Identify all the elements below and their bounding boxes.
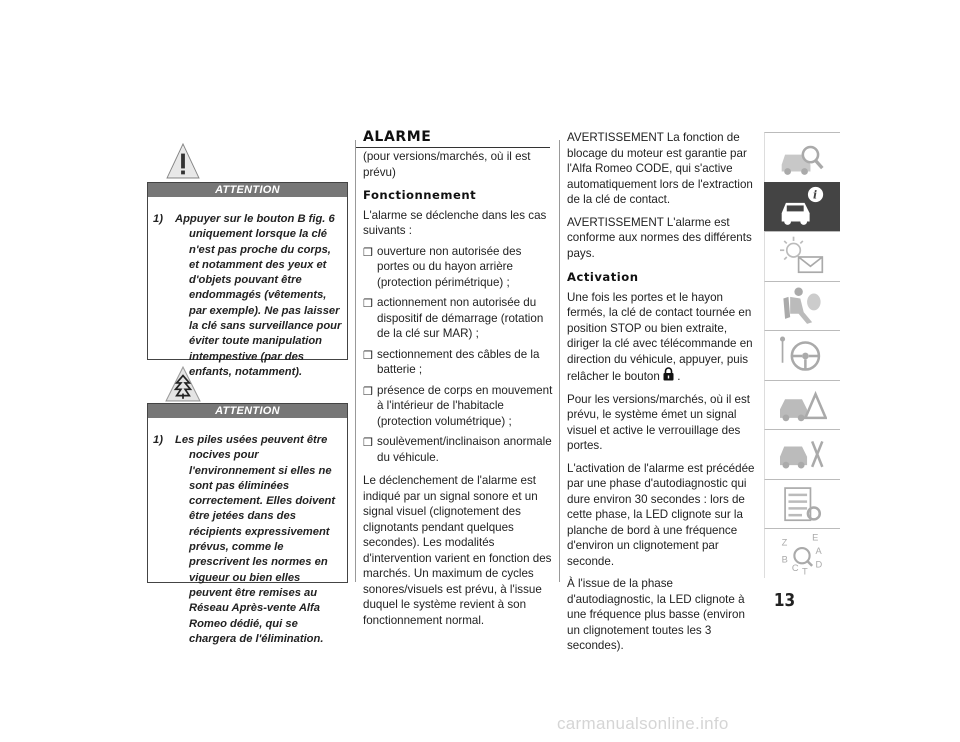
section-heading-activation: Activation bbox=[567, 270, 639, 284]
body-paragraph: Le déclenchement de l'alarme est indiqué par un signal sonore et un signal visuel (clignotement des clignotants pendant quelques secondes). Les modalités d'intervention varient en fonction des marchés. Un maximum de cycles sonores/visuels est prévu, à l'issue duquel le système revient à son fonctionnement normal. bbox=[363, 474, 552, 627]
tab-car-info[interactable] bbox=[764, 182, 840, 232]
svg-text:i: i bbox=[813, 188, 818, 202]
car-breakdown-triangle-icon bbox=[777, 384, 827, 428]
tab-maintenance[interactable] bbox=[764, 429, 840, 479]
steering-wheel-icon bbox=[777, 334, 827, 378]
tab-emergency[interactable] bbox=[764, 380, 840, 430]
watermark: carmanualsonline.info bbox=[557, 714, 729, 733]
page-title: ALARME bbox=[363, 129, 432, 145]
warning-number: 1) bbox=[153, 213, 163, 225]
car-magnifier-icon bbox=[777, 136, 827, 180]
warning-triangle-icon bbox=[165, 143, 201, 179]
index-letter: B bbox=[781, 554, 788, 565]
body-paragraph: Une fois les portes et le hayon fermés, la clé de contact tournée en position STOP ou bien extraite, diriger la clé avec télécommande en direction du véhicule, appuyer, puis relâcher le bouton . bbox=[567, 290, 753, 383]
warning-note-2: AVERTISSEMENT L'alarme est conforme aux normes des différents pays. bbox=[567, 215, 752, 260]
subtitle: (pour versions/marchés, où il est prévu) bbox=[363, 150, 531, 179]
index-letter: E bbox=[812, 532, 819, 543]
body-paragraph: Pour les versions/marchés, où il est prévu, le système émet un signal visuel et active le verrouillage des portes. bbox=[567, 392, 750, 452]
tab-warning-lights[interactable] bbox=[764, 231, 840, 281]
intro-text: L'alarme se déclenche dans les cas suivants : bbox=[363, 208, 547, 237]
middle-column bbox=[363, 149, 555, 628]
padlock-icon bbox=[663, 367, 674, 381]
seat-airbag-icon bbox=[777, 285, 827, 329]
page-number: 13 bbox=[773, 590, 796, 611]
list-item: ❒ ouverture non autorisée des portes ou du hayon arrière (protection périmétrique) ; bbox=[363, 244, 522, 289]
index-letters-icon bbox=[777, 532, 827, 576]
list-item: ❒ sectionnement des câbles de la batterie ; bbox=[363, 347, 540, 376]
warning-body: Appuyer sur le bouton B fig. 6 uniquement lorsque la clé n'est pas proche du corps, et notamment des yeux et d'objets pouvant être endommagés (vêtements, par exemple). Ne pas laisser la clé sans surveillance pour éviter toute manipulation intempestive (par des enfants, notamment). bbox=[175, 213, 342, 378]
index-letter: A bbox=[815, 546, 822, 556]
list-item: ❒ actionnement non autorisée du dispositif de démarrage (rotation de la clé sur MAR) ; bbox=[363, 296, 544, 340]
warning-body: Les piles usées peuvent être nocives pour l'environnement si elles ne sont pas éliminées correctement. Elles doivent être jetées dans des récipients expressivement prévus, comme le prescrivent les normes en vigueur ou bien elles peuvent être remises au Réseau Après-vente Alfa Romeo dédié, qui se chargera de l'élimination. bbox=[175, 434, 336, 645]
warning-text-1 bbox=[153, 212, 343, 380]
index-letter: T bbox=[802, 566, 808, 576]
warning-box-2 bbox=[147, 403, 348, 645]
section-heading-fonctionnement: Fonctionnement bbox=[363, 188, 477, 202]
car-info-icon bbox=[777, 186, 827, 230]
list-item: ❒ présence de corps en mouvement à l'intérieur de l'habitacle (protection volumétrique) ; bbox=[363, 383, 553, 428]
right-column bbox=[567, 130, 759, 654]
index-letter: D bbox=[815, 559, 823, 570]
body-paragraph: L'activation de l'alarme est précédée par une phase d'autodiagnostic qui dure environ 30 secondes : lors de cette phase, la LED clignote sur la planche de bord à une fréquence d'environ un clignotement par seconde. bbox=[567, 461, 755, 568]
index-letter: Z bbox=[781, 537, 788, 548]
warning-note-1: AVERTISSEMENT La fonction de blocage du moteur est garantie par l'Alfa Romeo CODE, qui s'active automatiquement lors de l'extraction de la clé de contact. bbox=[567, 131, 753, 206]
warning-light-envelope-icon bbox=[777, 235, 827, 279]
warning-header: ATTENTION bbox=[148, 183, 347, 197]
column-divider bbox=[355, 140, 356, 582]
warning-header: ATTENTION bbox=[148, 404, 347, 418]
bullet-list bbox=[363, 244, 555, 466]
recycle-tree-icon bbox=[165, 366, 201, 402]
tab-driving[interactable] bbox=[764, 330, 840, 380]
list-item: ❒ soulèvement/inclinaison anormale du véhicule. bbox=[363, 435, 552, 464]
body-paragraph: À l'issue de la phase d'autodiagnostic, la LED clignote à une fréquence plus basse (environ un clignotement toutes les 3 secondes). bbox=[567, 577, 745, 652]
title-underline bbox=[356, 147, 550, 148]
column-divider bbox=[559, 140, 560, 582]
tab-car-inspection[interactable] bbox=[764, 132, 840, 182]
tab-index[interactable] bbox=[764, 528, 840, 578]
index-letter: C bbox=[791, 562, 799, 573]
car-wrench-icon bbox=[777, 433, 827, 477]
tab-specifications[interactable] bbox=[764, 479, 840, 529]
tab-safety[interactable] bbox=[764, 281, 840, 331]
warning-box-1 bbox=[147, 182, 348, 378]
warning-number: 1) bbox=[153, 434, 163, 446]
warning-text-2 bbox=[153, 433, 345, 647]
specifications-list-icon bbox=[777, 483, 827, 527]
